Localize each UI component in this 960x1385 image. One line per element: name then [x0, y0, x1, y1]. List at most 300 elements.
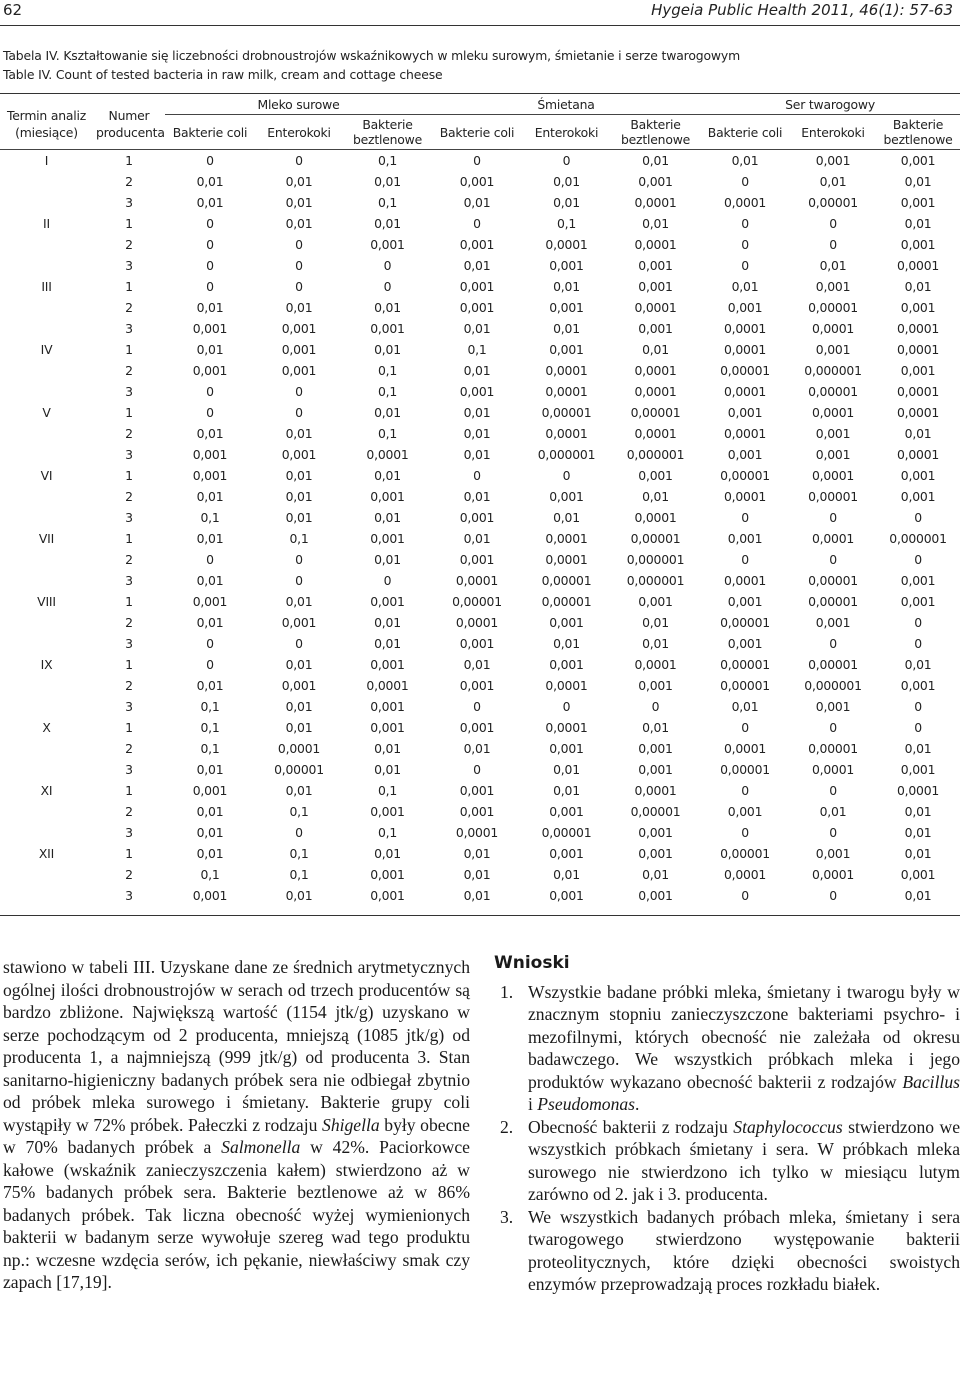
cell-value: 0 [295, 405, 303, 420]
cell-value: 0,001 [638, 174, 673, 189]
cell-value: 0 [295, 237, 303, 252]
cell-value: 0,001 [638, 678, 673, 693]
cell-value: 0,001 [370, 657, 405, 672]
cell-value: 0,01 [374, 300, 401, 315]
cell-value: 0,0001 [723, 195, 767, 210]
cell-value: 0,01 [285, 783, 313, 798]
cell-producer: 3 [125, 258, 133, 273]
cell-value: 0,01 [374, 468, 401, 483]
cell-term [0, 255, 93, 276]
sub-header-coli: Bakterie coli [432, 115, 522, 150]
cell-producer: 1 [125, 216, 133, 231]
bacteria-count-table [0, 94, 960, 906]
cell-value: 0,0001 [896, 405, 940, 420]
cell-value: 0 [562, 468, 571, 483]
cell-value: 0,01 [553, 510, 580, 525]
table-row [0, 465, 960, 486]
cell-value: 0,00001 [808, 741, 858, 756]
cell-value: 0 [206, 384, 214, 399]
genus-salmonella: Salmonella [221, 1137, 301, 1157]
cell-value: 0,001 [281, 447, 317, 462]
cell-value: 0,01 [285, 489, 313, 504]
header-rule [0, 25, 960, 26]
cell-value: 0,0001 [455, 615, 499, 630]
cell-value: 0,01 [904, 426, 932, 441]
cell-value: 0,001 [549, 489, 584, 504]
table-row [0, 864, 960, 885]
text-run: Obecność bakterii z rodzaju [528, 1116, 734, 1137]
cell-value: 0,1 [377, 195, 398, 210]
table-row [0, 738, 960, 759]
text-run: w 42%. Paciorkowce kałowe (wskaźnik zanieczyszczenia kałem) stwierdzono aż w 75% badanych próbek sera. Bakterie beztlenowe aż w 86% badanych próbek. Tak liczna obecność wyżej wymienionych bakterii w badanym serze wywołuje szereg wad tego produktu np.: wczesne wzdęcia serów, ich pękanie, niewłaściwy smak czy zapach [17,19]. [3, 1137, 470, 1292]
table-row [0, 843, 960, 864]
table-row [0, 381, 960, 402]
cell-value: 0,01 [642, 153, 669, 168]
cell-value: 0,01 [374, 342, 401, 357]
cell-value: 0,01 [904, 174, 932, 189]
cell-producer: 3 [125, 762, 133, 777]
cell-value: 0,01 [196, 846, 224, 861]
cell-value: 0,001 [459, 384, 495, 399]
cell-value: 0,001 [900, 489, 936, 504]
cell-value: 0,001 [900, 468, 936, 483]
cell-value: 0,1 [200, 867, 220, 882]
cell-value: 0,00001 [808, 195, 858, 210]
cell-value: 0,01 [819, 804, 847, 819]
caption-english: Table IV. Count of tested bacteria in raw milk, cream and cottage cheese [3, 67, 443, 82]
cell-producer: 3 [125, 888, 133, 903]
cell-producer: 2 [125, 363, 133, 378]
cell-value: 0 [741, 888, 749, 903]
cell-value: 0,001 [281, 363, 317, 378]
cell-producer: 2 [125, 615, 133, 630]
table-row [0, 507, 960, 528]
cell-value: 0 [206, 636, 214, 651]
col-header-term [0, 94, 93, 150]
cell-value: 0,00001 [808, 657, 858, 672]
cell-value: 0,001 [900, 237, 936, 252]
cell-term: VI [40, 468, 53, 483]
conclusion-number: 3. [500, 1206, 514, 1227]
cell-value: 0,001 [900, 300, 936, 315]
cell-value: 0,01 [553, 783, 580, 798]
cell-value: 0,000001 [626, 447, 685, 462]
cell-value: 0,0001 [723, 573, 767, 588]
cell-value: 0,001 [638, 321, 673, 336]
cell-value: 0,01 [463, 846, 491, 861]
cell-value: 0,001 [459, 237, 495, 252]
cell-producer: 2 [125, 489, 133, 504]
cell-value: 0,001 [727, 804, 763, 819]
cell-value: 0,01 [553, 174, 580, 189]
cell-value: 0,01 [904, 888, 932, 903]
cell-producer: 3 [125, 699, 133, 714]
conclusions-heading: Wnioski [494, 953, 570, 973]
cell-value: 0,00001 [720, 468, 770, 483]
cell-producer: 3 [125, 321, 133, 336]
cell-value: 0,00001 [630, 531, 681, 546]
cell-value: 0,1 [467, 342, 487, 357]
cell-producer: 1 [125, 153, 133, 168]
cell-value: 0,01 [904, 804, 932, 819]
cell-value: 0,0001 [545, 363, 588, 378]
table-row [0, 192, 960, 213]
cell-value: 0 [914, 720, 922, 735]
genus-name: Bacillus [902, 1071, 960, 1092]
cell-value: 0,01 [285, 888, 313, 903]
table-row [0, 402, 960, 423]
table-row [0, 591, 960, 612]
table-row [0, 297, 960, 318]
cell-value: 0 [914, 615, 922, 630]
cell-value: 0,01 [553, 867, 580, 882]
cell-value: 0,0001 [811, 321, 855, 336]
cell-value: 0,001 [727, 447, 763, 462]
cell-value: 0,1 [377, 153, 398, 168]
cell-producer: 3 [125, 573, 133, 588]
cell-value: 0,01 [374, 552, 401, 567]
sub-header-anaerobic-label: Bakterie beztlenowe [352, 117, 423, 147]
cell-value: 0,001 [459, 279, 495, 294]
cell-value: 0 [206, 258, 214, 273]
cell-term: VIII [37, 594, 56, 609]
cell-producer: 3 [125, 636, 133, 651]
col-header-producer-label: Numer producenta [96, 107, 165, 140]
cell-value: 0 [829, 720, 837, 735]
cell-value: 0,001 [549, 741, 584, 756]
cell-producer: 1 [125, 594, 133, 609]
cell-value: 0,00001 [541, 825, 592, 840]
table-row [0, 822, 960, 843]
cell-value: 0,00001 [720, 615, 770, 630]
cell-value: 0,001 [281, 342, 317, 357]
cell-value: 0 [473, 468, 481, 483]
cell-value: 0,01 [196, 762, 224, 777]
table-row [0, 885, 960, 906]
cell-term [0, 192, 93, 213]
text-run: i [528, 1094, 538, 1114]
cell-value: 0 [295, 552, 303, 567]
cell-value: 0,0001 [455, 825, 499, 840]
cell-value: 0,01 [553, 195, 580, 210]
cell-value: 0,01 [904, 846, 932, 861]
cell-value: 0,001 [727, 300, 763, 315]
cell-producer: 2 [125, 804, 133, 819]
cell-value: 0,01 [642, 342, 669, 357]
cell-value: 0,01 [463, 258, 491, 273]
cell-term [0, 822, 93, 843]
cell-value: 0 [383, 279, 392, 294]
cell-producer: 1 [125, 405, 133, 420]
cell-value: 0,00001 [720, 846, 770, 861]
cell-value: 0,001 [549, 300, 584, 315]
cell-value: 0,01 [819, 174, 847, 189]
cell-value: 0,01 [731, 279, 759, 294]
cell-value: 0,01 [285, 510, 313, 525]
cell-value: 0,0001 [634, 384, 677, 399]
sub-header-enterococci: Enterokoki [522, 115, 611, 150]
cell-value: 0,00001 [720, 762, 770, 777]
cell-value: 0,00001 [720, 657, 770, 672]
cell-value: 0 [206, 153, 214, 168]
cell-value: 0,001 [459, 804, 495, 819]
cell-value: 0,001 [459, 678, 495, 693]
cell-value: 0,0001 [634, 510, 677, 525]
cell-value: 0,01 [196, 804, 224, 819]
cell-value: 0 [562, 699, 571, 714]
cell-value: 0,01 [196, 531, 224, 546]
cell-value: 0,001 [370, 237, 405, 252]
cell-value: 0,001 [459, 300, 495, 315]
table-row [0, 213, 960, 234]
col-header-term-label: Termin analiz (miesiące) [6, 107, 87, 140]
cell-value: 0,01 [463, 195, 491, 210]
cell-value: 0 [741, 237, 749, 252]
cell-value: 0 [562, 153, 571, 168]
sub-header-coli: Bakterie coli [165, 115, 255, 150]
cell-producer: 3 [125, 510, 133, 525]
cell-term: II [43, 216, 50, 231]
cell-value: 0,001 [192, 321, 228, 336]
cell-value: 0,1 [377, 783, 398, 798]
table-row [0, 360, 960, 381]
cell-term [0, 549, 93, 570]
page-header [0, 0, 960, 26]
table-row [0, 423, 960, 444]
cell-value: 0 [295, 825, 303, 840]
cell-value: 0,001 [459, 720, 495, 735]
text-run: stawiono w tabeli III. Uzyskane dane ze średnich arytmetycznych ogólnej ilości drobnoustrojów w serach od trzech producentów są bardzo zbliżone. Największą wartość (1154 jtk/g) uzyskano w serze pochodzącym od 2 producenta, mniejszą (1085 jtk/g) od producenta 1, a najmniejszą (999 jtk/g) od producenta 3. Stan sanitarno-higieniczny badanych próbek sera nie odbiegał zbytnio od próbek mleka surowego i śmietany. Bakterie grupy coli wystąpiły w 72% próbek. Pałeczki z rodzaju [3, 957, 470, 1135]
cell-value: 0,0001 [896, 384, 940, 399]
cell-value: 0,0001 [277, 741, 321, 756]
cell-value: 0,00001 [541, 573, 592, 588]
cell-term: XII [38, 846, 55, 861]
cell-value: 0 [383, 573, 392, 588]
table-bottom-rule [0, 915, 960, 916]
cell-value: 0,1 [289, 846, 309, 861]
cell-term: IV [40, 342, 53, 357]
cell-value: 0,01 [285, 216, 313, 231]
cell-value: 0,0001 [545, 552, 588, 567]
cell-value: 0,0001 [366, 678, 409, 693]
table-row [0, 549, 960, 570]
cell-value: 0,001 [638, 258, 673, 273]
cell-value: 0,0001 [723, 867, 767, 882]
cell-term [0, 318, 93, 339]
cell-value: 0 [829, 552, 837, 567]
cell-value: 0,001 [370, 867, 405, 882]
cell-value: 0 [206, 279, 214, 294]
genus-shigella: Shigella [322, 1114, 380, 1135]
cell-value: 0,01 [196, 825, 224, 840]
table-row [0, 717, 960, 738]
cell-producer: 1 [125, 468, 133, 483]
cell-value: 0 [914, 552, 922, 567]
cell-value: 0,001 [192, 783, 228, 798]
cell-value: 0,01 [374, 846, 401, 861]
cell-value: 0 [829, 510, 837, 525]
cell-value: 0,0001 [366, 447, 409, 462]
cell-value: 0,01 [904, 741, 932, 756]
cell-term [0, 381, 93, 402]
cell-value: 0 [206, 237, 214, 252]
cell-value: 0,001 [900, 594, 936, 609]
cell-value: 0,0001 [811, 762, 855, 777]
cell-value: 0 [473, 762, 481, 777]
conclusions-list [494, 981, 960, 1296]
table-row [0, 696, 960, 717]
cell-value: 0,1 [289, 867, 309, 882]
cell-value: 0 [829, 237, 837, 252]
cell-producer: 3 [125, 447, 133, 462]
cell-value: 0,01 [642, 216, 669, 231]
cell-value: 0,00001 [541, 594, 592, 609]
table-row [0, 780, 960, 801]
cell-value: 0 [829, 825, 837, 840]
cell-value: 0,0001 [545, 384, 588, 399]
cell-value: 0,01 [904, 279, 932, 294]
cell-value: 0 [206, 657, 214, 672]
cell-value: 0,001 [192, 447, 228, 462]
cell-value: 0,0001 [896, 342, 940, 357]
cell-value: 0,001 [370, 531, 405, 546]
cell-term [0, 885, 93, 906]
text-run: . [635, 1094, 640, 1114]
sub-header-anaerobic-label: Bakterie beztlenowe [883, 117, 953, 147]
cell-value: 0,001 [900, 195, 936, 210]
cell-value: 0,1 [200, 699, 220, 714]
cell-value: 0,001 [727, 531, 763, 546]
table-row [0, 570, 960, 591]
cell-value: 0,001 [370, 594, 405, 609]
cell-value: 0,1 [377, 384, 398, 399]
cell-value: 0 [473, 153, 481, 168]
cell-value: 0,001 [370, 888, 405, 903]
cell-value: 0,01 [904, 657, 932, 672]
cell-value: 0,01 [463, 363, 491, 378]
cell-value: 0,001 [727, 594, 763, 609]
table-row [0, 759, 960, 780]
cell-value: 0,0001 [723, 741, 767, 756]
page-number: 62 [3, 1, 23, 19]
cell-value: 0,001 [192, 363, 228, 378]
cell-value: 0,001 [815, 447, 851, 462]
cell-value: 0,01 [196, 426, 224, 441]
cell-value: 0,01 [642, 615, 669, 630]
table-row [0, 444, 960, 465]
cell-producer: 1 [125, 531, 133, 546]
cell-value: 0,001 [549, 804, 584, 819]
cell-value: 0,001 [549, 657, 584, 672]
cell-value: 0,001 [192, 888, 228, 903]
cell-value: 0,01 [553, 762, 580, 777]
cell-value: 0,01 [196, 615, 224, 630]
cell-value: 0,01 [642, 636, 669, 651]
cell-value: 0,00001 [808, 489, 858, 504]
cell-producer: 2 [125, 237, 133, 252]
cell-value: 0,01 [553, 321, 580, 336]
cell-value: 0 [295, 573, 303, 588]
cell-value: 0,1 [377, 825, 398, 840]
cell-value: 0,001 [192, 594, 228, 609]
cell-value: 0,0001 [634, 426, 677, 441]
cell-term [0, 423, 93, 444]
cell-term [0, 570, 93, 591]
cell-value: 0 [651, 699, 660, 714]
cell-value: 0,01 [463, 321, 491, 336]
table-row [0, 675, 960, 696]
cell-value: 0,001 [370, 699, 405, 714]
cell-value: 0,1 [200, 741, 220, 756]
cell-value: 0,01 [374, 762, 401, 777]
cell-producer: 1 [125, 657, 133, 672]
cell-term [0, 801, 93, 822]
cell-producer: 2 [125, 741, 133, 756]
cell-value: 0,01 [285, 594, 313, 609]
cell-value: 0,001 [459, 510, 495, 525]
cell-value: 0 [829, 888, 837, 903]
genus-name: Staphylococcus [733, 1116, 843, 1137]
cell-value: 0,00001 [808, 384, 858, 399]
cell-value: 0,000001 [804, 678, 862, 693]
cell-term: I [44, 153, 49, 168]
cell-value: 0,001 [815, 342, 851, 357]
cell-value: 0,001 [638, 762, 673, 777]
cell-value: 0,001 [638, 741, 673, 756]
cell-term: V [42, 405, 51, 420]
sub-header-anaerobic-label: Bakterie beztlenowe [620, 117, 691, 147]
cell-value: 0,0001 [634, 300, 677, 315]
text-run: Wszystkie badane próbki mleka, śmietany i twarogu były w znacznym stopniu zanieczyszczone bakteriami psychro- i mezofilnymi, których obecność nie zależała od okresu badawczego. We wszystkich próbkach mleka i jego produktów wykazano obecność bakterii z rodzajów [528, 981, 960, 1092]
cell-value: 0 [914, 510, 922, 525]
cell-value: 0,001 [459, 174, 495, 189]
cell-value: 0 [295, 384, 303, 399]
cell-value: 0,001 [638, 825, 673, 840]
cell-value: 0,001 [900, 153, 936, 168]
conclusion-item [494, 981, 960, 1116]
group-header-cottage-cheese: Ser twarogowy [700, 94, 960, 115]
cell-value: 0,001 [549, 615, 584, 630]
cell-term [0, 738, 93, 759]
cell-term [0, 486, 93, 507]
cell-producer: 1 [125, 720, 133, 735]
cell-value: 0,01 [463, 531, 491, 546]
cell-value: 0,01 [642, 720, 669, 735]
cell-value: 0,001 [815, 846, 851, 861]
cell-value: 0,0001 [545, 426, 588, 441]
cell-value: 0,0001 [723, 321, 767, 336]
cell-term: VII [38, 531, 55, 546]
cell-value: 0,01 [285, 300, 313, 315]
table-row [0, 801, 960, 822]
cell-value: 0,01 [374, 405, 401, 420]
table-row [0, 234, 960, 255]
cell-value: 0,001 [815, 279, 851, 294]
cell-value: 0,001 [900, 573, 936, 588]
cell-value: 0,0001 [545, 531, 588, 546]
cell-value: 0,001 [815, 426, 851, 441]
cell-value: 0,01 [196, 195, 224, 210]
cell-value: 0 [206, 405, 214, 420]
cell-value: 0,001 [192, 468, 228, 483]
cell-value: 0,01 [374, 636, 401, 651]
cell-value: 0,0001 [811, 531, 855, 546]
cell-value: 0,000001 [626, 573, 685, 588]
cell-term: IX [40, 657, 53, 672]
cell-value: 0,01 [196, 174, 224, 189]
cell-value: 0,001 [727, 405, 763, 420]
cell-value: 0,001 [459, 636, 495, 651]
